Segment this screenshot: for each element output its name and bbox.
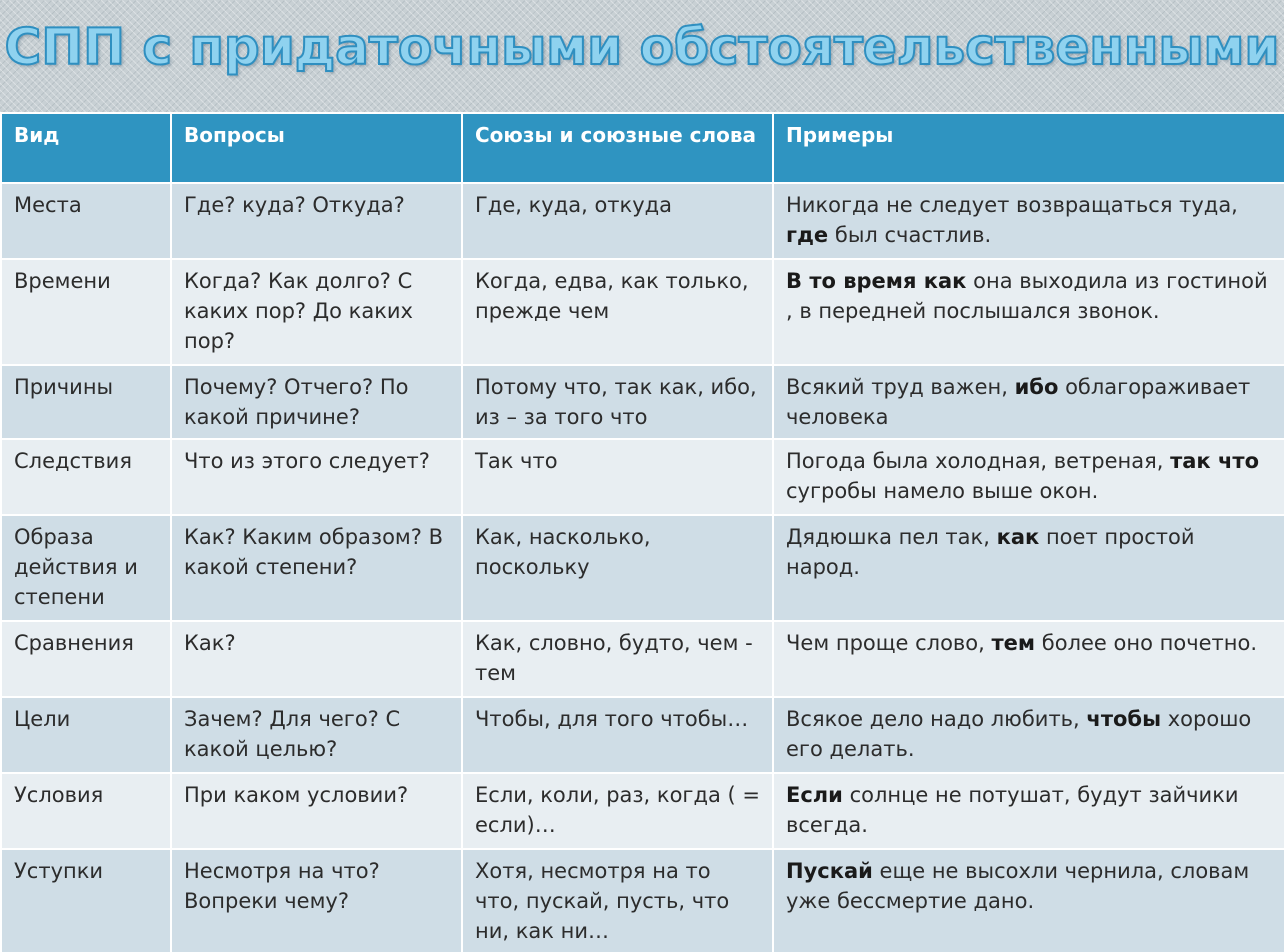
cell-example	[773, 621, 1284, 697]
table-header-row	[1, 113, 1284, 183]
table-row	[1, 515, 1284, 621]
example-keyword: В то время как	[786, 269, 967, 293]
cell-conjunctions: Так что	[462, 439, 773, 515]
cell-questions: Как?	[171, 621, 462, 697]
cell-questions: Зачем? Для чего? С какой целью?	[171, 697, 462, 773]
title-band	[0, 0, 1284, 112]
example-keyword: ибо	[1014, 375, 1059, 399]
cell-questions: Несмотря на что? Вопреки чему?	[171, 849, 462, 952]
example-text: хорошо его делать.	[786, 707, 1252, 761]
header-conjunctions: Союзы и союзные слова	[462, 113, 773, 183]
cell-kind: Уступки	[1, 849, 171, 952]
cell-kind: Образа действия и степени	[1, 515, 171, 621]
cell-conjunctions: Когда, едва, как только, прежде чем	[462, 259, 773, 365]
example-text: солнце не потушат, будут зайчики всегда.	[786, 783, 1239, 837]
table-row	[1, 365, 1284, 439]
header-kind: Вид	[1, 113, 171, 183]
table-body	[1, 183, 1284, 952]
cell-questions: При каком условии?	[171, 773, 462, 849]
example-keyword: где	[786, 223, 829, 247]
header-examples: Примеры	[773, 113, 1284, 183]
example-keyword: так что	[1170, 449, 1260, 473]
example-text: сугробы намело выше окон.	[786, 479, 1099, 503]
example-text: она выходила из гостиной , в передней послышался звонок.	[786, 269, 1268, 323]
cell-questions: Почему? Отчего? По какой причине?	[171, 365, 462, 439]
table-row	[1, 697, 1284, 773]
cell-kind: Причины	[1, 365, 171, 439]
example-keyword: как	[996, 525, 1040, 549]
cell-conjunctions: Если, коли, раз, когда ( = если)…	[462, 773, 773, 849]
table-row	[1, 773, 1284, 849]
example-text: поет простой народ.	[786, 525, 1195, 579]
cell-conjunctions: Хотя, несмотря на то что, пускай, пусть, что ни, как ни…	[462, 849, 773, 952]
header-questions: Вопросы	[171, 113, 462, 183]
example-text: Всякий труд важен,	[786, 375, 1015, 399]
example-text: Погода была холодная, ветреная,	[786, 449, 1171, 473]
cell-example	[773, 439, 1284, 515]
table-row	[1, 183, 1284, 259]
slide-title: СПП с придаточными обстоятельственными	[4, 18, 1280, 76]
example-keyword: Пускай	[786, 859, 873, 883]
cell-example	[773, 515, 1284, 621]
table-row	[1, 849, 1284, 952]
table-row	[1, 259, 1284, 365]
cell-kind: Следствия	[1, 439, 171, 515]
cell-kind: Места	[1, 183, 171, 259]
table-row	[1, 621, 1284, 697]
clauses-table	[0, 112, 1284, 952]
cell-kind: Условия	[1, 773, 171, 849]
cell-example	[773, 697, 1284, 773]
example-text: был счастлив.	[828, 223, 992, 247]
cell-questions: Когда? Как долго? С каких пор? До каких пор?	[171, 259, 462, 365]
example-text: Всякое дело надо любить,	[786, 707, 1087, 731]
example-text: более оно почетно.	[1035, 631, 1258, 655]
cell-example	[773, 849, 1284, 952]
cell-example	[773, 365, 1284, 439]
cell-example	[773, 773, 1284, 849]
cell-conjunctions: Где, куда, откуда	[462, 183, 773, 259]
cell-conjunctions: Как, словно, будто, чем - тем	[462, 621, 773, 697]
example-text: Дядюшка пел так,	[786, 525, 997, 549]
table-row	[1, 439, 1284, 515]
example-keyword: тем	[991, 631, 1036, 655]
cell-kind: Сравнения	[1, 621, 171, 697]
cell-kind: Цели	[1, 697, 171, 773]
example-text: Чем проще слово,	[786, 631, 992, 655]
cell-questions: Где? куда? Откуда?	[171, 183, 462, 259]
cell-conjunctions: Чтобы, для того чтобы…	[462, 697, 773, 773]
cell-conjunctions: Как, насколько, поскольку	[462, 515, 773, 621]
example-keyword: чтобы	[1086, 707, 1162, 731]
example-text: облагораживает человека	[786, 375, 1251, 429]
cell-conjunctions: Потому что, так как, ибо, из – за того что	[462, 365, 773, 439]
example-text: Никогда не следует возвращаться туда,	[786, 193, 1238, 217]
cell-questions: Что из этого следует?	[171, 439, 462, 515]
cell-kind: Времени	[1, 259, 171, 365]
example-text: еще не высохли чернила, словам уже бессмертие дано.	[786, 859, 1250, 913]
cell-questions: Как? Каким образом? В какой степени?	[171, 515, 462, 621]
cell-example	[773, 259, 1284, 365]
cell-example	[773, 183, 1284, 259]
example-keyword: Если	[786, 783, 843, 807]
